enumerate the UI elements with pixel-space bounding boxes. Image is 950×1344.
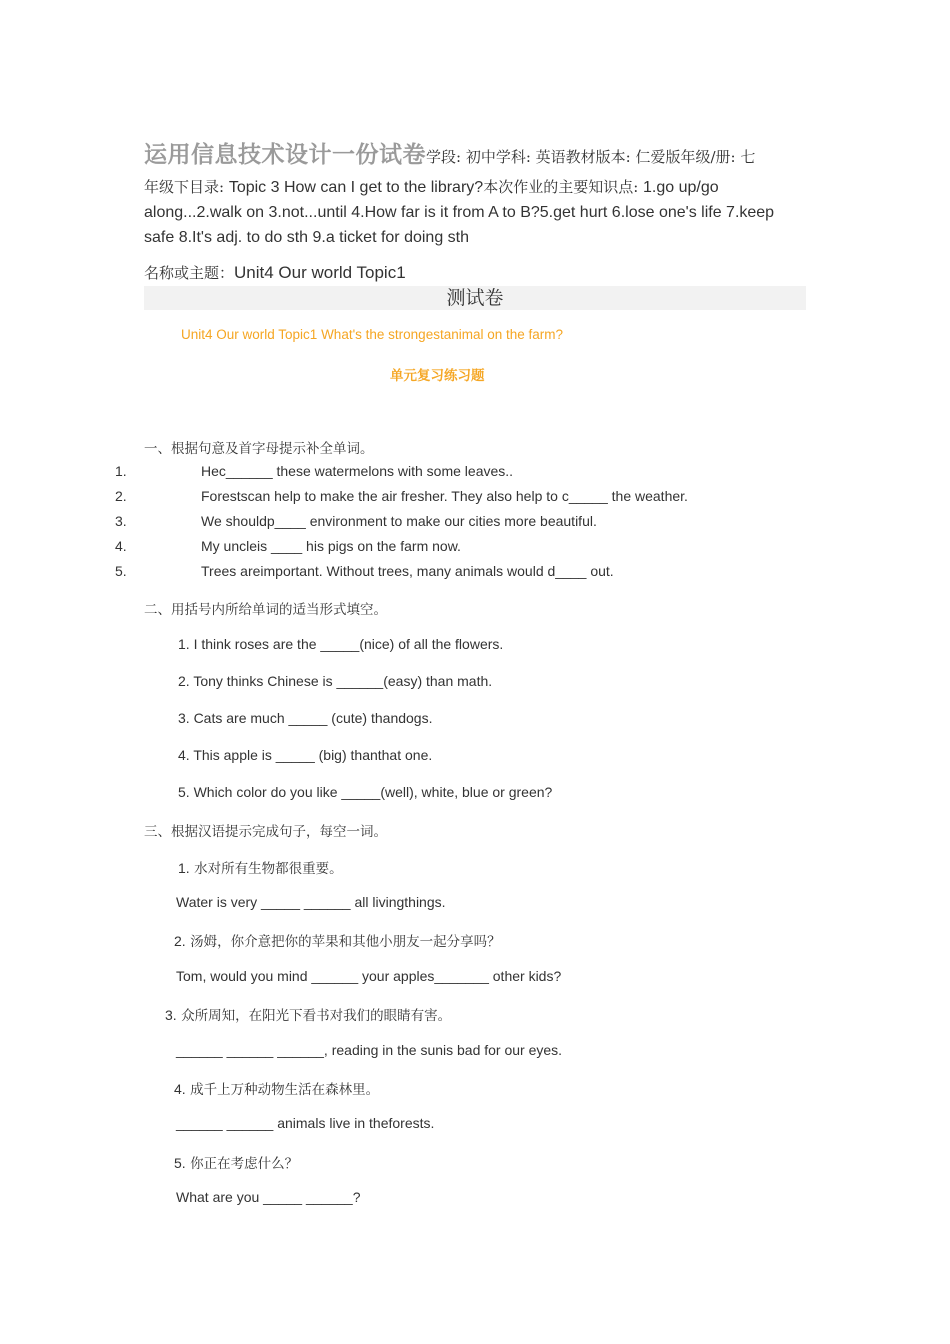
topic-value: Unit4 Our world Topic1: [234, 263, 406, 282]
main-title: 运用信息技术设计一份试卷: [144, 141, 426, 167]
intro-line-3: along...2.walk on 3.not...until 4.How far is it from A to B?5.get hurt 6.lose one's life 7.keep: [144, 204, 775, 221]
question-prompt: 3. 众所周知，在阳光下看书对我们的眼睛有害。: [165, 1007, 452, 1024]
section-3-heading: 三、根据汉语提示完成句子，每空一词。: [144, 824, 387, 840]
question-text: 3. Cats are much _____ (cute) thandogs.: [178, 710, 433, 726]
question-prompt: 4. 成千上万种动物生活在森林里。: [174, 1081, 380, 1098]
unit-title: Unit4 Our world Topic1 What's the strongestanimal on the farm?: [181, 327, 564, 342]
intro-line-2: 年级下目录: Topic 3 How can I get to the library?本次作业的主要知识点: 1.go up/go: [144, 178, 719, 196]
question-text: What are you _____ ______?: [176, 1189, 361, 1205]
intro-line-4: safe 8.It's adj. to do sth 9.a ticket for doing sth: [144, 229, 470, 246]
review-subtitle: 单元复习练习题: [390, 368, 485, 384]
topic-line: [144, 262, 406, 283]
question-number: 1.: [115, 463, 127, 479]
question-prompt: 2. 汤姆，你介意把你的苹果和其他小朋友一起分享吗？: [174, 933, 501, 950]
question-text: My uncleis ____ his pigs on the farm now.: [201, 538, 461, 554]
question-text: 1. I think roses are the _____(nice) of all the flowers.: [178, 636, 504, 652]
meta-info: 学段: 初中学科: 英语教材版本: 仁爱版年级/册: 七: [426, 148, 756, 166]
question-text: Forestscan help to make the air fresher. They also help to c_____ the weather.: [201, 488, 688, 504]
test-paper-heading: 测试卷: [144, 286, 806, 310]
question-number: 5.: [115, 563, 127, 579]
question-text: ______ ______ ______, reading in the sunis bad for our eyes.: [176, 1042, 563, 1058]
intro-paragraph: [144, 137, 806, 250]
question-number: 2.: [115, 488, 127, 504]
question-text: Water is very _____ ______ all livingthings.: [176, 894, 446, 910]
question-text: ______ ______ animals live in theforests.: [176, 1115, 435, 1131]
question-text: Trees areimportant. Without trees, many animals would d____ out.: [201, 563, 614, 579]
question-text: Hec______ these watermelons with some leaves..: [201, 463, 514, 479]
intro-line-1: [144, 137, 806, 175]
question-number: 3.: [115, 513, 127, 529]
question-text: 2. Tony thinks Chinese is ______(easy) than math.: [178, 673, 493, 689]
question-text: We shouldp____ environment to make our cities more beautiful.: [201, 513, 597, 529]
question-prompt: 5. 你正在考虑什么？: [174, 1155, 299, 1172]
section-1-heading: 一、根据句意及首字母提示补全单词。: [144, 441, 374, 457]
question-text: 5. Which color do you like _____(well), white, blue or green?: [178, 784, 553, 800]
question-text: Tom, would you mind ______ your apples_______ other kids?: [176, 968, 562, 984]
topic-label: 名称或主题：: [144, 264, 235, 282]
question-prompt: 1. 水对所有生物都很重要。: [178, 860, 343, 877]
question-number: 4.: [115, 538, 127, 554]
question-text: 4. This apple is _____ (big) thanthat one.: [178, 747, 433, 763]
section-2-heading: 二、用括号内所给单词的适当形式填空。: [144, 602, 387, 618]
